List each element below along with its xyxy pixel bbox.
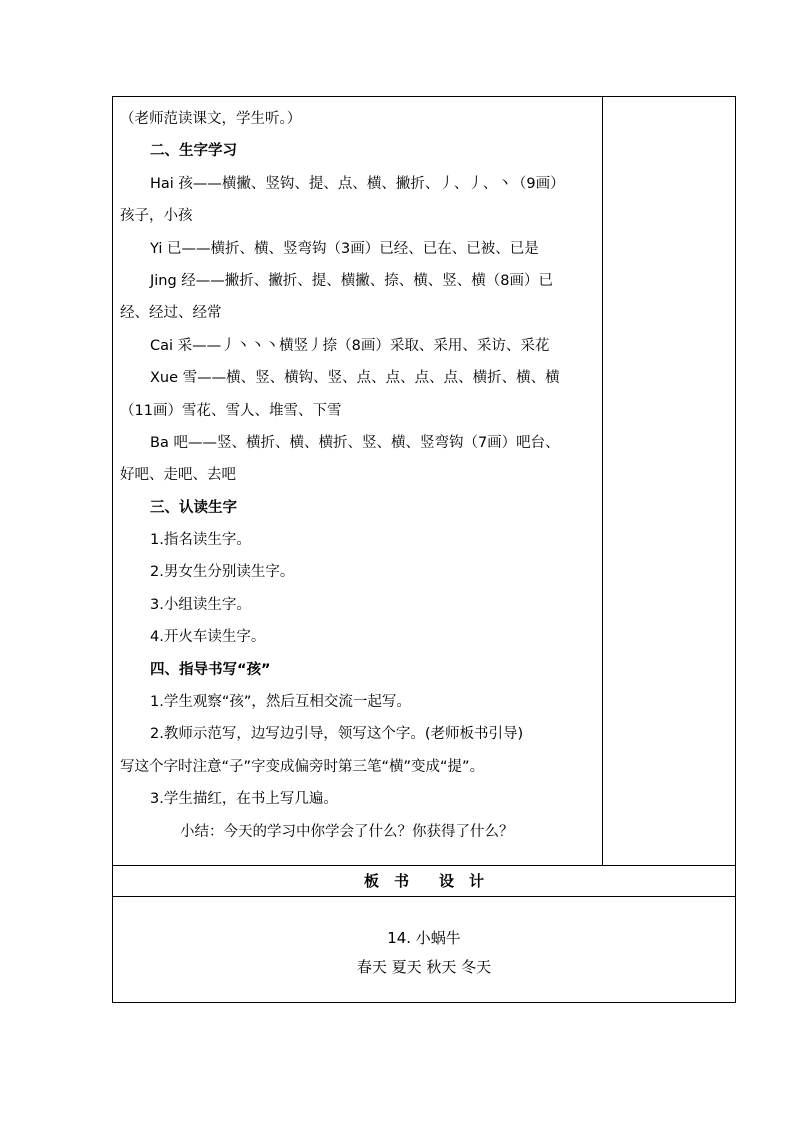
lesson-line: 3.学生描红，在书上写几遍。	[150, 791, 338, 808]
lesson-line: 好吧、走吧、去吧	[120, 467, 236, 484]
lesson-line: 1.指名读生字。	[150, 532, 251, 549]
section-heading: 四、指导书写“孩”	[150, 661, 271, 678]
lesson-line: （11画）雪花、雪人、堆雪、下雪	[120, 402, 342, 419]
lesson-text	[113, 97, 602, 848]
lesson-summary: 小结：今天的学习中你学会了什么？你获得了什么？	[180, 823, 514, 840]
lesson-line: Hai 孩——横撇、竖钩、提、点、横、撇折、丿、丿、丶（9画）	[150, 175, 565, 192]
lesson-line: Yi 已——横折、横、竖弯钩（3画）已经、已在、已被、已是	[150, 240, 539, 257]
notes-column-cell	[603, 97, 736, 866]
lesson-line: 3.小组读生字。	[150, 596, 251, 613]
lesson-line: 写这个字时注意“子”字变成偏旁时第三笔“横”变成“提”。	[120, 758, 485, 775]
lesson-line: 1.学生观察“孩”，然后互相交流一起写。	[150, 694, 411, 711]
lesson-line: （老师范读课文，学生听。）	[120, 111, 302, 127]
board-words: 春天 夏天 秋天 冬天	[356, 958, 492, 976]
board-title: 14. 小蜗牛	[387, 929, 461, 947]
board-design-cell	[113, 897, 736, 1003]
lesson-line: Jing 经——撇折、撇折、提、横撇、捺、横、竖、横（8画）已	[150, 272, 554, 289]
lesson-content-cell	[113, 97, 603, 866]
lesson-line: Xue 雪——横、竖、横钩、竖、点、点、点、点、横折、横、横	[150, 370, 560, 387]
lesson-line: 4.开火车读生字。	[150, 629, 266, 646]
lesson-plan-table	[112, 96, 736, 1003]
lesson-line: 孩子，小孩	[120, 208, 193, 225]
lesson-line: Ba 吧——竖、横折、横、横折、竖、横、竖弯钩（7画）吧台、	[150, 434, 560, 451]
section-heading: 二、生字学习	[150, 143, 237, 160]
lesson-line: Cai 采——丿丶丶丶横竖丿捺（8画）采取、采用、采访、采花	[150, 337, 550, 354]
lesson-line: 经、经过、经常	[120, 305, 222, 322]
board-design-header: 板 书 设 计	[113, 866, 736, 897]
section-heading: 三、认读生字	[150, 499, 237, 516]
lesson-line: 2.男女生分别读生字。	[150, 564, 295, 581]
lesson-line: 2.教师示范写，边写边引导，领写这个字。(老师板书引导)	[150, 726, 524, 743]
